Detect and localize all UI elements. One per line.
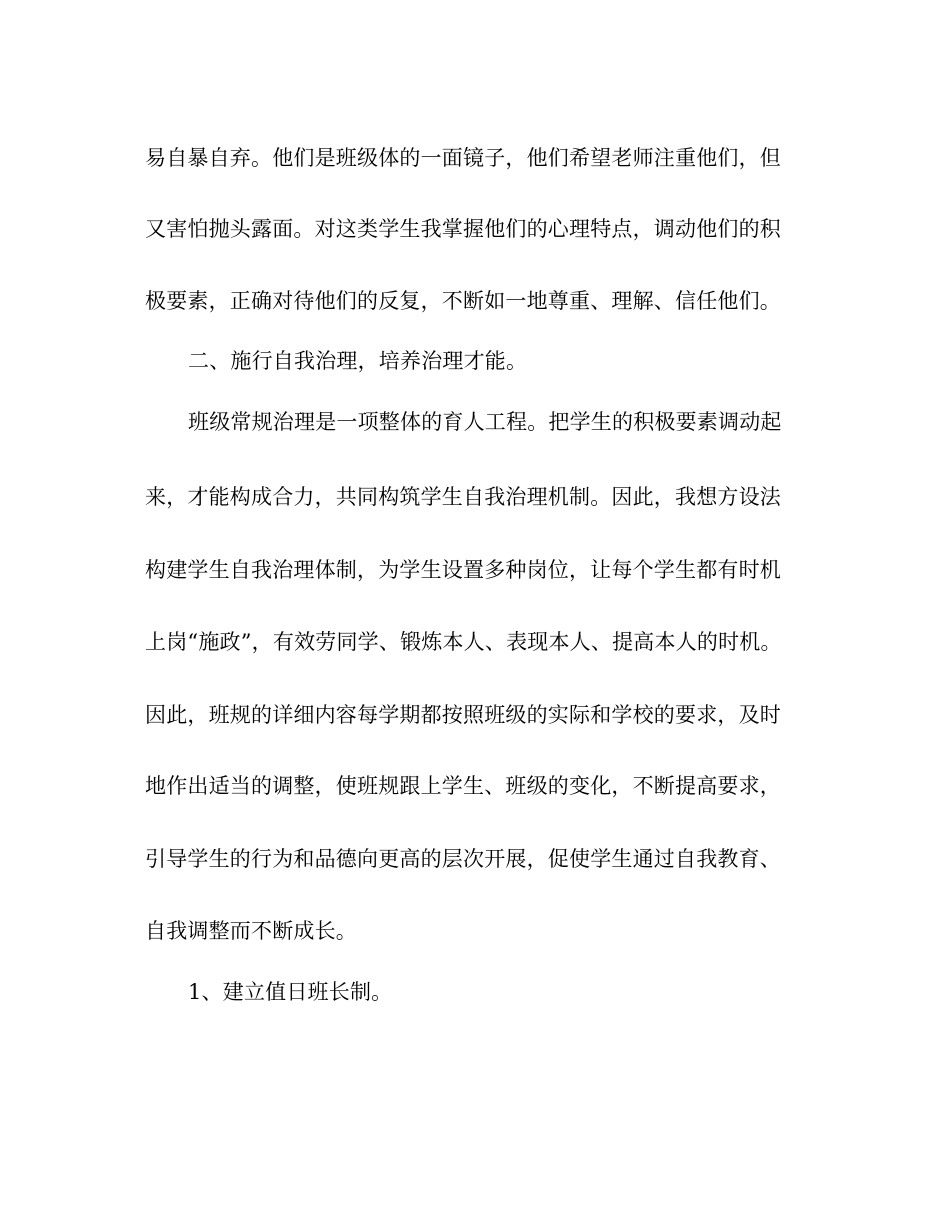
paragraph-line: 上岗“施政”，有效劳同学、锻炼本人、表现本人、提高本人的时机。 — [145, 630, 782, 654]
paragraph-line: 班级常规治理是一项整体的育人工程。把学生的积极要素调动起 — [188, 410, 782, 434]
section-heading: 二、施行自我治理，培养治理才能。 — [188, 349, 528, 373]
paragraph-line: 地作出适当的调整，使班规跟上学生、班级的变化，不断提高要求， — [145, 774, 781, 798]
paragraph-line: 来，才能构成合力，共同构筑学生自我治理机制。因此，我想方设法 — [145, 485, 781, 509]
paragraph-line: 易自暴自弃。他们是班级体的一面镜子，他们希望老师注重他们，但 — [145, 146, 781, 170]
paragraph-line: 引导学生的行为和品德向更高的层次开展，促使学生通过自我教育、 — [145, 847, 781, 871]
paragraph-line: 极要素，正确对待他们的反复，不断如一地尊重、理解、信任他们。 — [145, 289, 781, 313]
paragraph-line: 构建学生自我治理体制，为学生设置多种岗位，让每个学生都有时机 — [145, 558, 781, 582]
paragraph-line: 又害怕抛头露面。对这类学生我掌握他们的心理特点，调动他们的积 — [145, 217, 781, 241]
paragraph-line: 因此，班规的详细内容每学期都按照班级的实际和学校的要求，及时 — [145, 703, 781, 727]
list-item-heading: 1、建立值日班长制。 — [188, 980, 393, 1004]
paragraph-line: 自我调整而不断成长。 — [145, 919, 357, 943]
